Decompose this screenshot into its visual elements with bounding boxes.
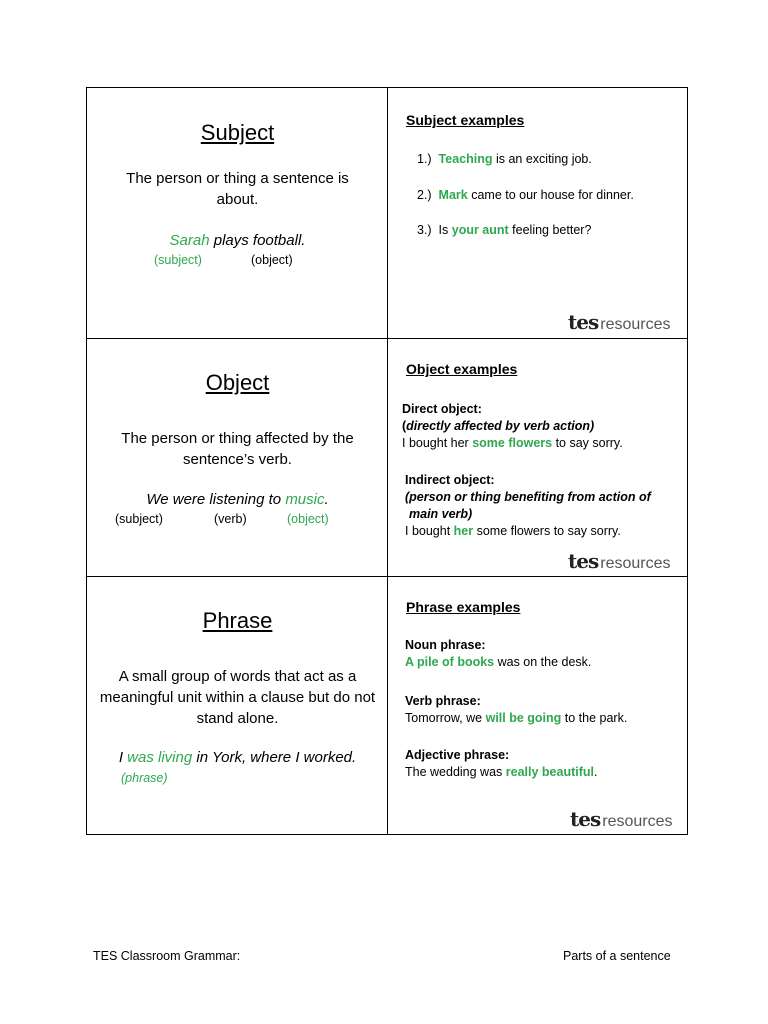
phrase-examples-card (388, 577, 688, 834)
tes-resources-logo: tes resources (570, 807, 673, 831)
phrase-definition: A small group of words that act as a meaningful unit within a clause but do not stand alone. (99, 668, 376, 727)
phrase-example: I was living in York, where I worked. (118, 749, 357, 766)
phrase-examples-title: Phrase examples (406, 599, 521, 615)
phrase-tag: (phrase) (121, 771, 168, 785)
subject-tag-subject: (subject) (154, 253, 202, 267)
object-tag-object: (object) (287, 512, 329, 526)
grammar-card-grid (86, 87, 688, 835)
object-term: Object (205, 370, 270, 395)
indirect-object-block: Indirect object: (person or thing benefiting from action of main verb) I bought her some flowers to say sorry. (405, 473, 651, 538)
adjective-phrase-block: Adjective phrase: The wedding was really beautiful. (405, 748, 598, 779)
subject-term: Subject (200, 120, 275, 145)
object-examples-card (388, 339, 688, 576)
subject-examples-card (388, 88, 688, 338)
tes-resources-logo: tes resources (568, 549, 671, 573)
subject-example-3: 3.) Is your aunt feeling better? (417, 223, 592, 237)
object-tag-subject: (subject) (115, 512, 163, 526)
subject-example-highlight: Sarah (169, 232, 210, 249)
footer-left: TES Classroom Grammar: (93, 949, 241, 963)
subject-example: Sarah plays football. (169, 232, 306, 249)
noun-phrase-block: Noun phrase: A pile of books was on the desk. (405, 638, 592, 669)
verb-phrase-block: Verb phrase: Tomorrow, we will be going to the park. (405, 694, 628, 725)
tes-resources-logo: tes resources (568, 310, 671, 334)
object-example: We were listening to music. (146, 491, 329, 508)
subject-example-1: 1.) Teaching is an exciting job. (417, 152, 592, 166)
subject-examples-title: Subject examples (406, 112, 525, 128)
object-tag-verb: (verb) (214, 512, 247, 526)
phrase-term: Phrase (202, 608, 273, 633)
object-definition: The person or thing affected by the sentence’s verb. (121, 430, 354, 468)
object-examples-title: Object examples (406, 361, 518, 377)
subject-card (87, 88, 388, 338)
footer-right: Parts of a sentence (563, 949, 671, 963)
phrase-card (87, 577, 388, 834)
subject-tag-object: (object) (251, 253, 293, 267)
direct-object-block: Direct object: (directly affected by verb action) I bought her some flowers to say sorry. (402, 402, 623, 450)
phrase-example-highlight: was living (127, 749, 193, 766)
subject-example-2: 2.) Mark came to our house for dinner. (417, 188, 634, 202)
object-card (87, 339, 388, 576)
subject-definition: The person or thing a sentence is about. (126, 170, 349, 208)
object-example-highlight: music (285, 491, 325, 508)
